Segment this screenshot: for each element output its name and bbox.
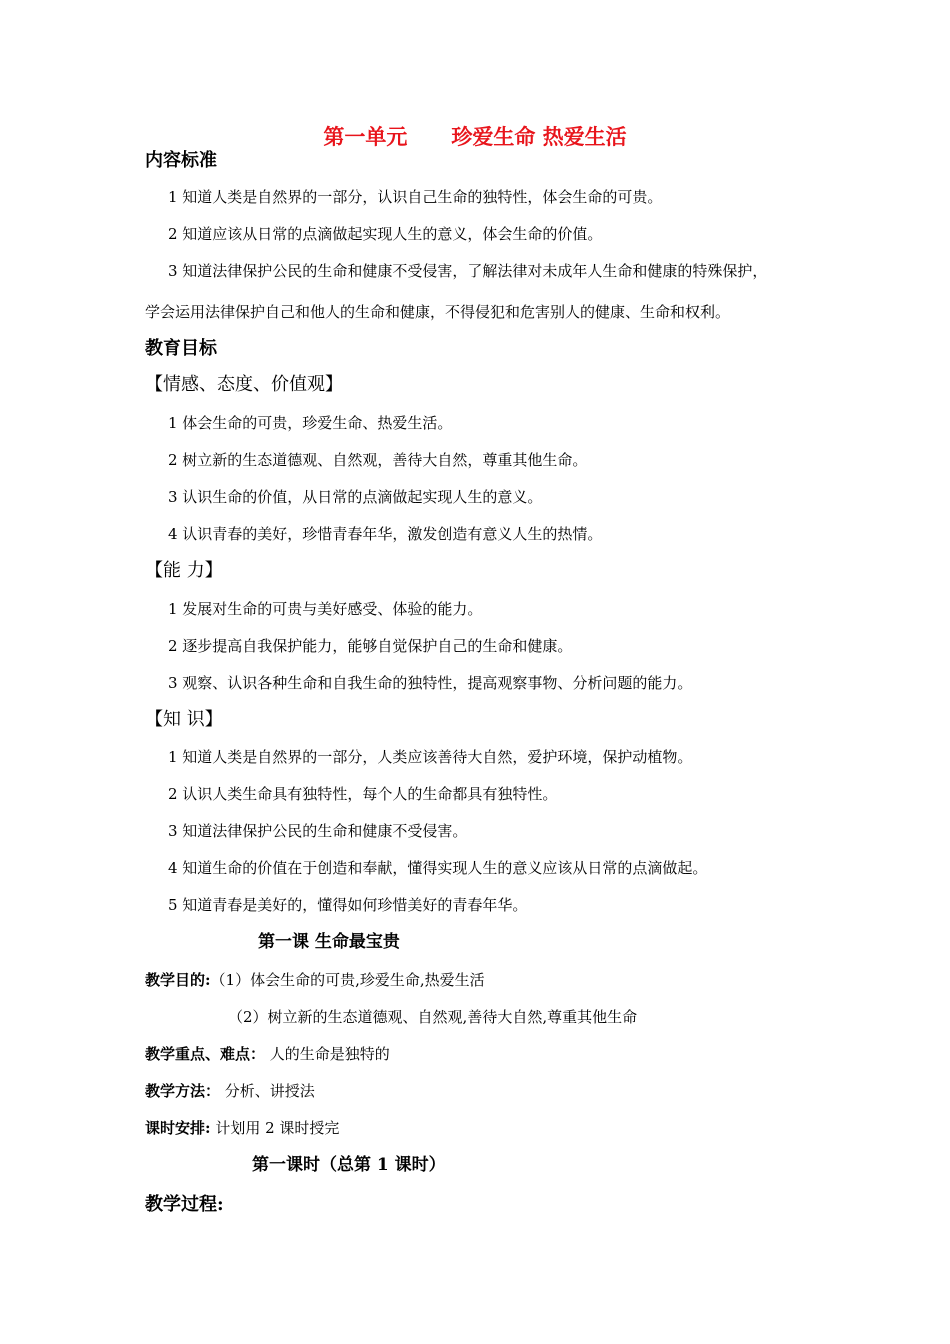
content-standard-heading: 内容标准 <box>145 150 217 171</box>
lesson-purpose <box>145 973 485 988</box>
lesson-schedule-value: 计划用 2 课时授完 <box>210 1119 340 1137</box>
emotion-item: 2 树立新的生态道德观、自然观，善待大自然，尊重其他生命。 <box>168 451 588 469</box>
lesson-focus-label: 教学重点、难点： <box>145 1045 266 1063</box>
lesson-purpose-label: 教学目的: <box>145 971 211 989</box>
content-standard-item: 学会运用法律保护自己和他人的生命和健康，不得侵犯和危害别人的健康、生命和权利。 <box>145 303 731 321</box>
content-standard-item: 2 知道应该从日常的点滴做起实现人生的意义，体会生命的价值。 <box>168 225 603 243</box>
ability-heading: 【能 力】 <box>145 560 223 581</box>
knowledge-item: 2 认识人类生命具有独特性，每个人的生命都具有独特性。 <box>168 785 558 803</box>
lesson-schedule <box>145 1121 339 1136</box>
process-heading: 教学过程: <box>145 1194 224 1215</box>
content-standard-item: 3 知道法律保护公民的生命和健康不受侵害，了解法律对未成年人生命和健康的特殊保护， <box>168 262 768 280</box>
ability-item: 3 观察、认识各种生命和自我生命的独特性，提高观察事物、分析问题的能力。 <box>168 674 693 692</box>
lesson-title: 第一课 生命最宝贵 <box>258 932 400 952</box>
lesson-method-value: 分析、讲授法 <box>220 1082 315 1100</box>
unit-title <box>0 126 950 147</box>
lesson-focus <box>145 1047 390 1062</box>
lesson-method <box>145 1084 315 1099</box>
ability-item: 1 发展对生命的可贵与美好感受、体验的能力。 <box>168 600 483 618</box>
lesson-purpose-2: （2）树立新的生态道德观、自然观,善待大自然,尊重其他生命 <box>228 1008 638 1026</box>
knowledge-item: 3 知道法律保护公民的生命和健康不受侵害。 <box>168 822 468 840</box>
lesson-method-label: 教学方法： <box>145 1082 221 1100</box>
emotion-item: 1 体会生命的可贵，珍爱生命、热爱生活。 <box>168 414 453 432</box>
period-title: 第一课时（总第 1 课时） <box>252 1155 446 1175</box>
knowledge-item: 1 知道人类是自然界的一部分，人类应该善待大自然，爱护环境，保护动植物。 <box>168 748 693 766</box>
knowledge-item: 4 知道生命的价值在于创造和奉献，懂得实现人生的意义应该从日常的点滴做起。 <box>168 859 708 877</box>
ability-item: 2 逐步提高自我保护能力，能够自觉保护自己的生命和健康。 <box>168 637 573 655</box>
knowledge-item: 5 知道青春是美好的，懂得如何珍惜美好的青春年华。 <box>168 896 528 914</box>
lesson-purpose-1: （1）体会生命的可贵,珍爱生命,热爱生活 <box>210 971 485 989</box>
knowledge-heading: 【知 识】 <box>145 709 223 730</box>
emotion-item: 4 认识青春的美好，珍惜青春年华，激发创造有意义人生的热情。 <box>168 525 603 543</box>
unit-title-number: 第一单元 <box>323 124 408 149</box>
emotion-heading: 【情感、态度、价值观】 <box>145 374 343 395</box>
lesson-focus-value: 人的生命是独特的 <box>265 1045 390 1063</box>
lesson-schedule-label: 课时安排: <box>145 1119 211 1137</box>
content-standard-item: 1 知道人类是自然界的一部分，认识自己生命的独特性，体会生命的可贵。 <box>168 188 663 206</box>
unit-title-theme: 珍爱生命 热爱生活 <box>451 124 627 149</box>
emotion-item: 3 认识生命的价值，从日常的点滴做起实现人生的意义。 <box>168 488 543 506</box>
education-goals-heading: 教育目标 <box>145 338 217 359</box>
